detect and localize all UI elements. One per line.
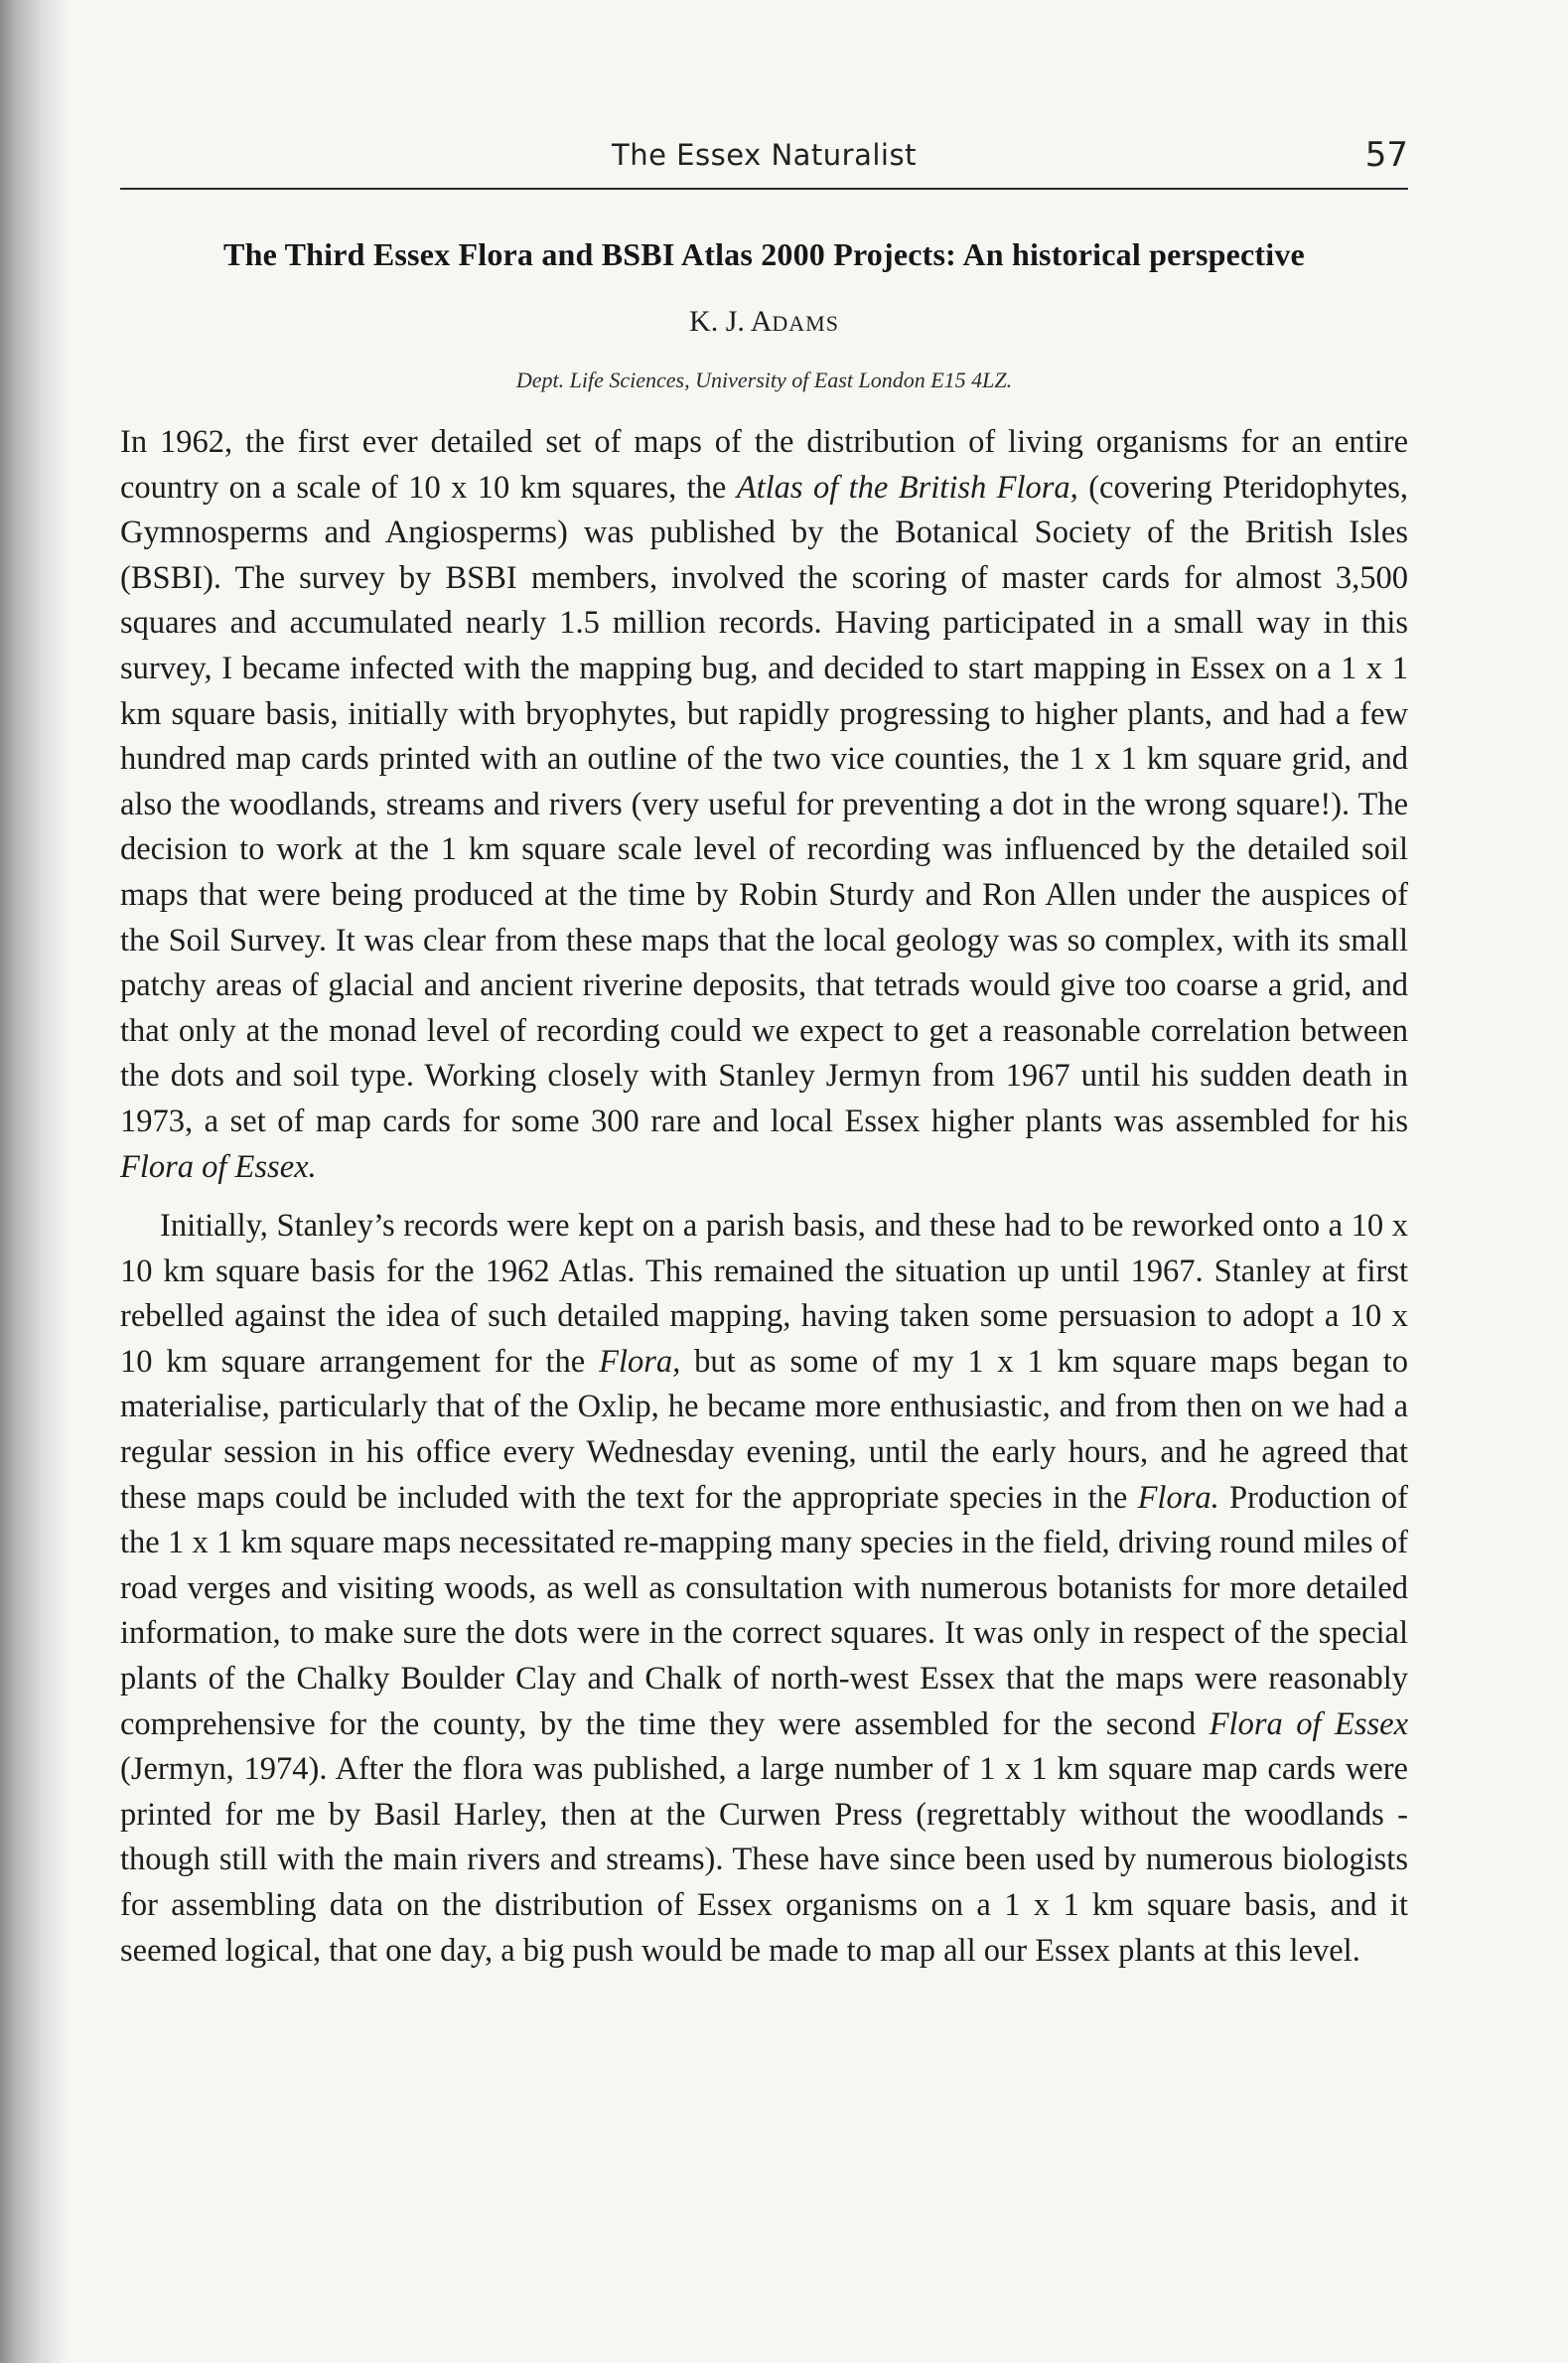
author-affiliation: Dept. Life Sciences, University of East London E15 4LZ. [515, 368, 1013, 392]
paragraph-2-flora-of-essex: Flora of Essex [1209, 1705, 1409, 1742]
paragraph-2 [120, 1204, 1408, 1974]
paragraph-1-text-b: (covering Pteridophytes, Gymnosperms and Angiosperms) was published by the Botanical Society of the British Isles (BSBI). The survey by BSBI members, involved the scoring of master cards for almost 3,500 squares and accumulated nearly 1.5 million records. Having participated in a small way in this survey, I became infected with the mapping bug, and decided to start mapping in Essex on a 1 x 1 km square basis, initially with bryophytes, but rapidly progressing to higher plants, and had a few hundred map cards printed with an outline of the two vice counties, the 1 x 1 km square grid, and also the woodlands, streams and rivers (very useful for preventing a dot in the wrong square!). The decision to work at the 1 km square scale level of recording was influenced by the detailed soil maps that were being produced at the time by Robin Sturdy and Ron Allen under the auspices of the Soil Survey. It was clear from these maps that the local geology was so complex, with its small patchy areas of glacial and ancient riverine deposits, that tetrads would give too coarse a grid, and that only at the monad level of recording could we expect to get a reasonable correlation between the dots and soil type. Working closely with Stanley Jermyn from 1967 until his sudden death in 1973, a set of map cards for some 300 rare and local Essex higher plants was assembled for his [120, 469, 1409, 1139]
author-initials: K. J. A [689, 305, 773, 338]
header-rule [120, 188, 1408, 190]
paragraph-2-text-b: but as some of my 1 x 1 km square maps began to materialise, particularly that of the Oxlip, he became more enthusiastic, and from then on we had a regular session in his office every Wednesday evening, until the early hours, and he agreed that these maps could be included with the text for the appropriate species in the [120, 1343, 1409, 1516]
paragraph-2-flora-italic-2: Flora. [1137, 1479, 1219, 1516]
paragraph-2-text-d: (Jermyn, 1974). After the flora was published, a large number of 1 x 1 km square map cards were printed for me by Basil Harley, then at the Curwen Press (regrettably without the woodlands - though still with the main rivers and streams). These have since been used by numerous biologists for assembling data on the distribution of Essex organisms on a 1 x 1 km square basis, and it seemed logical, that one day, a big push would be made to map all our Essex plants at this level. [120, 1751, 1408, 1969]
article-title: The Third Essex Flora and BSBI Atlas 2000 Projects: An historical perspective [223, 236, 1305, 272]
paragraph-1-text-a: In 1962, the first ever detailed set of maps of the distribution of living organisms for an entire country on a scale of 10 x 10 km squares, the [120, 424, 1408, 506]
author-surname-smallcaps: DAMS [772, 311, 839, 336]
paragraph-2-text-a: Initially, Stanley’s records were kept on a parish basis, and these had to be reworked onto a 10 x 10 km square basis for the 1962 Atlas. This remained the situation up until 1967. Stanley at first rebelled against the idea of such detailed mapping, having taken some persuasion to adopt a 10 x 10 km square arrangement for the [120, 1208, 1408, 1380]
author-byline [120, 302, 1408, 344]
page-number: 57 [1364, 135, 1408, 175]
paragraph-2-flora-italic-1: Flora, [599, 1343, 681, 1380]
journal-name: The Essex Naturalist [612, 138, 917, 172]
paragraph-1-atlas-title: Atlas of the British Flora, [736, 469, 1078, 506]
paragraph-1 [120, 420, 1408, 1190]
article-body [120, 420, 1408, 1974]
paragraph-2-text-c: Production of the 1 x 1 km square maps necessitated re-mapping many species in the field, driving round miles of road verges and visiting woods, as well as consultation with numerous botanists for more detailed information, to make sure the dots were in the correct squares. It was only in respect of the special plants of the Chalky Boulder Clay and Chalk of north-west Essex that the maps were reasonably comprehensive for the county, by the time they were assembled for the second [120, 1479, 1408, 1742]
paragraph-1-flora-title: Flora of Essex. [120, 1148, 317, 1185]
binding-shadow [0, 0, 70, 2363]
running-head [120, 135, 1408, 183]
journal-page [120, 0, 1408, 2363]
